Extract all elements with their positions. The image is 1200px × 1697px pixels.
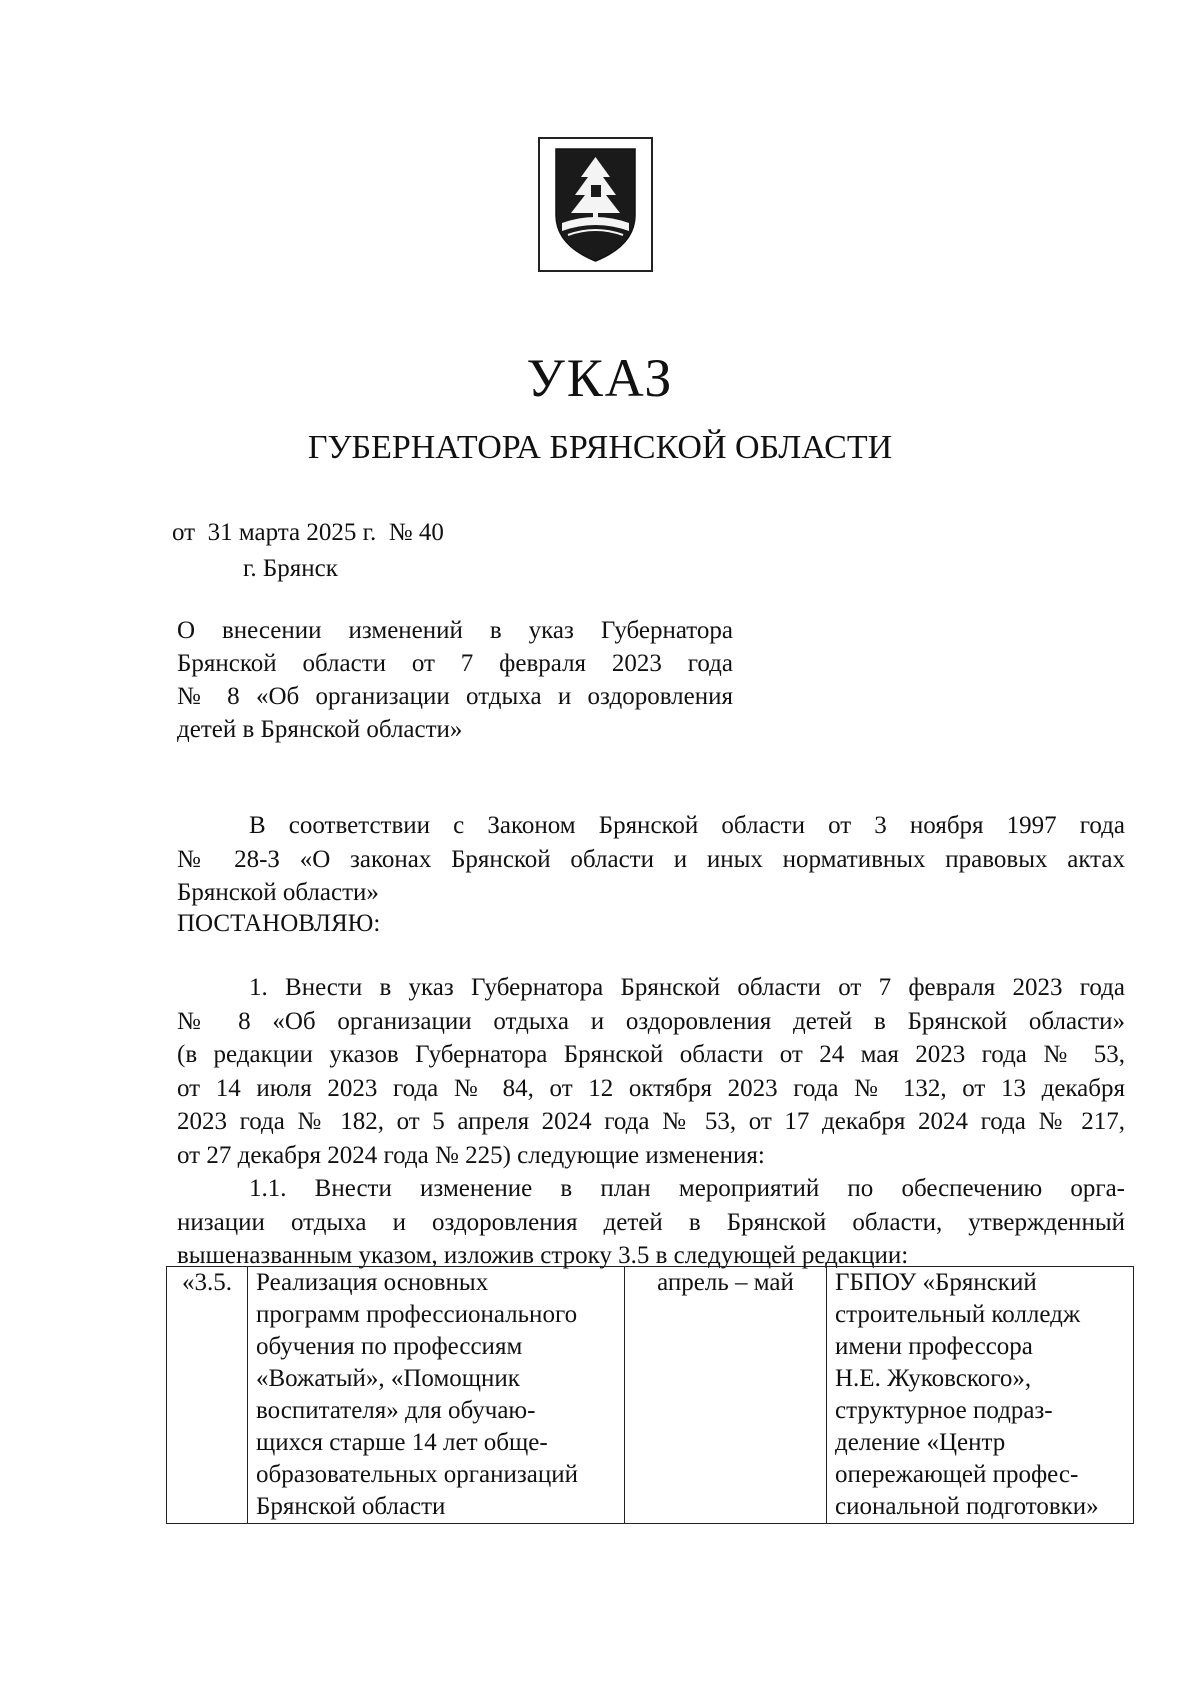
document-city: г. Брянск [243, 555, 338, 582]
activity-cell [248, 1267, 625, 1524]
item-line: вышеназванным указом, изложив строку 3.5 в следующей редакции: [177, 1242, 909, 1269]
item-line: 2023 года № 182, от 5 апреля 2024 года № 53, от 17 декабря 2024 года № 217, [177, 1108, 1125, 1135]
about-line: О внесении изменений в указ Губернатора [177, 617, 733, 644]
item-line: (в редакции указов Губернатора Брянской области от 24 мая 2023 года № 53, [177, 1041, 1125, 1068]
activity-line: обучения по профессиям [256, 1333, 523, 1360]
document-title: УКАЗ [526, 348, 674, 408]
activity-line: щихся старше 14 лет обще- [256, 1429, 548, 1456]
executor-line: структурное подраз- [835, 1397, 1053, 1424]
coat-of-arms [538, 137, 653, 272]
about-line: Брянской области от 7 февраля 2023 года [177, 650, 733, 677]
activity-line: Реализация основных [256, 1269, 489, 1296]
activity-line: Брянской области [256, 1493, 446, 1520]
preamble [177, 809, 1125, 910]
executor-line: Н.Е. Жуковского», [835, 1365, 1032, 1392]
row-number: «3.5. [182, 1269, 232, 1296]
period-cell [625, 1267, 827, 1524]
executor-cell [827, 1267, 1134, 1524]
document-about [177, 614, 733, 746]
plan-table [166, 1266, 1134, 1524]
activity-line: воспитателя» для обучаю- [256, 1397, 536, 1424]
preamble-line: В соответствии с Законом Брянской области от 3 ноября 1997 года [249, 812, 1125, 839]
row-number-cell [167, 1267, 248, 1524]
item-line: от 14 июля 2023 года № 84, от 12 октября 2023 года № 132, от 13 декабря [177, 1074, 1125, 1102]
item-line: низации отдыха и оздоровления детей в Брянской области, утвержденный [177, 1208, 1125, 1236]
activity-line: «Вожатый», «Помощник [256, 1365, 520, 1392]
activity-line: образовательных организаций [256, 1461, 579, 1488]
executor-line: ГБПОУ «Брянский [835, 1269, 1037, 1296]
document-subtitle: ГУБЕРНАТОРА БРЯНСКОЙ ОБЛАСТИ [307, 429, 893, 466]
executor-line: опережающей профес- [835, 1461, 1079, 1488]
item-1 [177, 971, 1125, 1273]
item-line: 1. Внести в указ Губернатора Брянской области от 7 февраля 2023 года [249, 974, 1125, 1001]
decree-word-text: ПОСТАНОВЛЯЮ: [177, 910, 381, 937]
about-line: детей в Брянской области» [177, 716, 463, 743]
executor-line: строительный колледж [835, 1301, 1081, 1328]
table-row [167, 1267, 1134, 1524]
activity-line: программ профессионального [256, 1301, 578, 1328]
item-line: 1.1. Внести изменение в план мероприятий по обеспечению орга- [249, 1175, 1125, 1202]
coat-of-arms-icon [548, 145, 643, 265]
item-line: от 27 декабря 2024 года № 225) следующие изменения: [177, 1141, 765, 1169]
about-line: № 8 «Об организации отдыха и оздоровления [177, 683, 733, 710]
period: апрель – май [657, 1269, 794, 1296]
executor-line: сиональной подготовки» [835, 1493, 1099, 1520]
executor-line: имени профессора [835, 1333, 1033, 1360]
item-line: № 8 «Об организации отдыха и оздоровления детей в Брянской области» [177, 1007, 1125, 1035]
document-date-number: от 31 марта 2025 г. № 40 [172, 519, 444, 546]
preamble-line: № 28-З «О законах Брянской области и иных нормативных правовых актах [177, 845, 1125, 873]
executor-line: деление «Центр [835, 1429, 1006, 1456]
decree-word [177, 907, 1125, 941]
preamble-line: Брянской области» [177, 879, 379, 906]
